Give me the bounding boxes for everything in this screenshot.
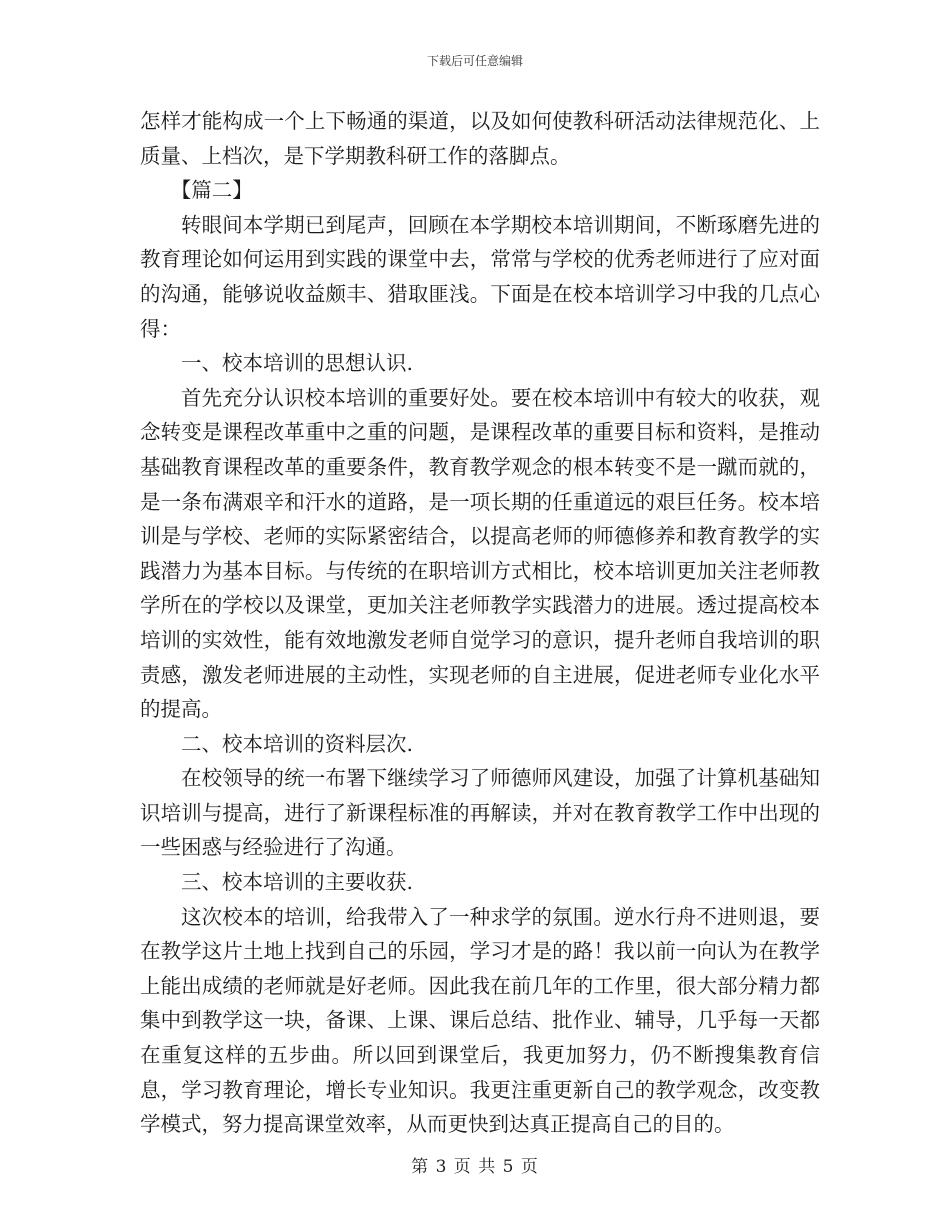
paragraph-intro: 转眼间本学期已到尾声，回顾在本学期校本培训期间，不断琢磨先进的教育理论如何运用到实践的课堂中去，常常与学校的优秀老师进行了应对面的沟通，能够说收益颇丰、猎取匪浅。下面是在校本培训学习中我的几点心得：: [140, 212, 820, 341]
page-header: 下载后可任意编辑: [426, 54, 523, 68]
heading-1: 一、校本培训的思想认识.: [181, 351, 414, 376]
paragraph-2: 在校领导的统一布署下继续学习了师德师风建设，加强了计算机基础知识培训与提高，进行了新课程标准的再解读，并对在教育教学工作中出现的一些困惑与经验进行了沟通。: [140, 766, 820, 860]
heading-3: 三、校本培训的主要收获.: [181, 870, 414, 895]
paragraph-continued: 怎样才能构成一个上下畅通的渠道，以及如何使教科研活动法律规范化、上质量、上档次，是下学期教科研工作的落脚点。: [140, 109, 820, 168]
page-number: 第 3 页 共 5 页: [411, 1157, 539, 1177]
paragraph-1: 首先充分认识校本培训的重要好处。要在校本培训中有较大的收获，观念转变是课程改革重中之重的问题，是课程改革的重要目标和资料，是推动基础教育课程改革的重要条件，教育教学观念的根本转变不是一蹴而就的，是一条布满艰辛和汗水的道路，是一项长期的任重道远的艰巨任务。校本培训是与学校、老师的实际紧密结合，以提高老师的师德修养和教育教学的实践潜力为基本目标。与传统的在职培训方式相比，校本培训更加关注老师教学所在的学校以及课堂，更加关注老师教学实践潜力的进展。透过提高校本培训的实效性，能有效地激发老师自觉学习的意识，提升老师自我培训的职责感，激发老师进展的主动性，实现老师的自主进展，促进老师专业化水平的提高。: [140, 385, 820, 722]
heading-2: 二、校本培训的资料层次.: [181, 731, 414, 756]
section-tag: 【篇二】: [170, 178, 253, 203]
paragraph-3: 这次校本的培训，给我带入了一种求学的氛围。逆水行舟不进则退，要在教学这片土地上找到自己的乐园，学习才是的路！我以前一向认为在教学上能出成绩的老师就是好老师。因此我在前几年的工作里，很大部分精力都集中到教学这一块，备课、上课、课后总结、批作业、辅导，几乎每一天都在重复这样的五步曲。所以回到课堂后，我更加努力，仍不断搜集教育信息，学习教育理论，增长专业知识。我更注重更新自己的教学观念，改变教学模式，努力提高课堂效率，从而更快到达真正提高自己的目的。: [140, 904, 820, 1137]
document-body: [140, 104, 820, 1142]
